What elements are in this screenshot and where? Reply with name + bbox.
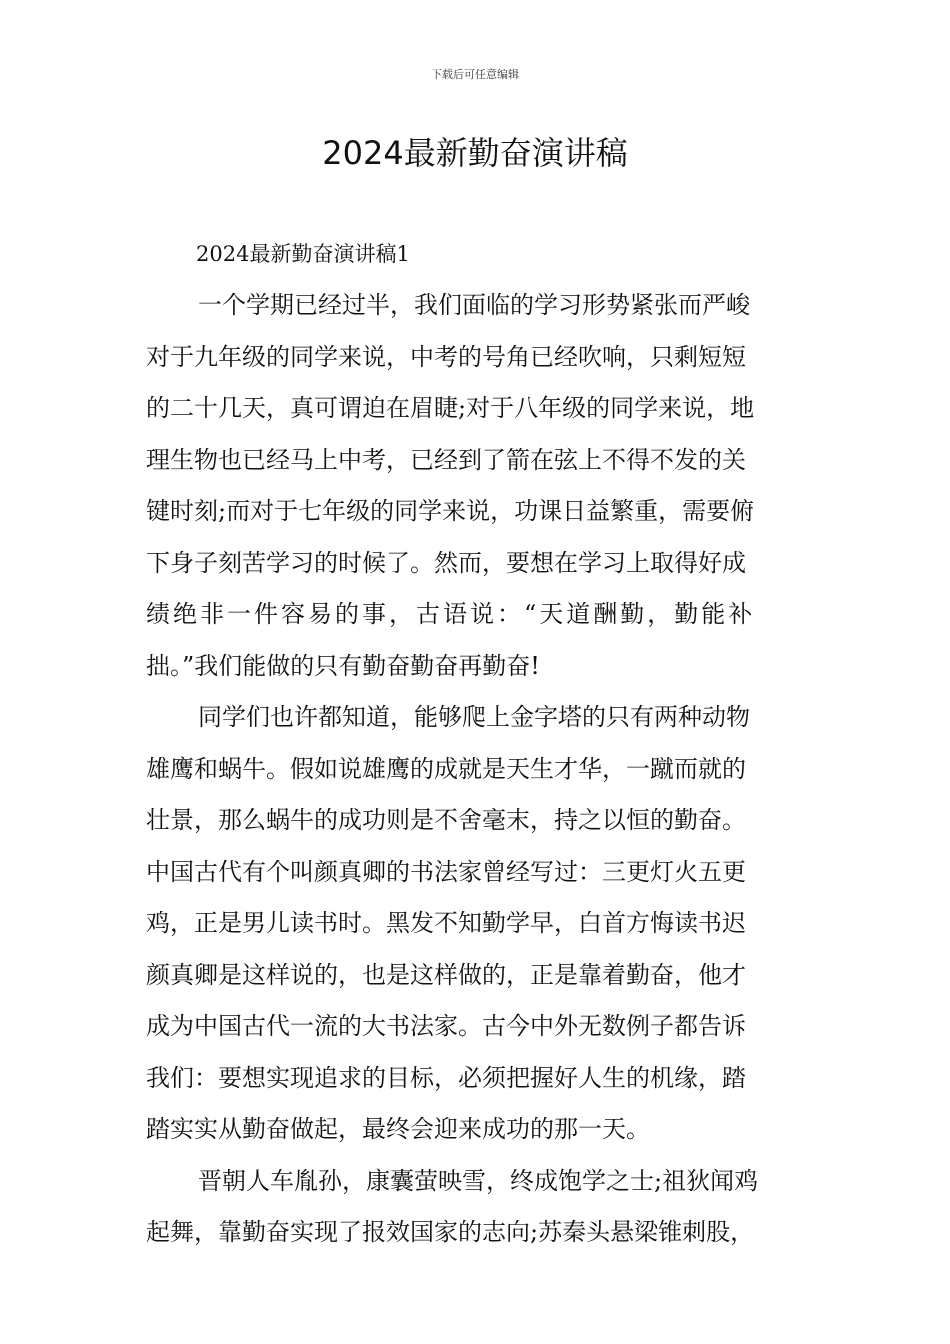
text-line: 雄鹰和蜗牛。假如说雄鹰的成就是天生才华，一蹴而就的 xyxy=(146,754,746,783)
document-title: 2024最新勤奋演讲稿 xyxy=(322,134,628,172)
text-line: 同学们也许都知道，能够爬上金字塔的只有两种动物 xyxy=(198,703,750,731)
paragraph-1 xyxy=(146,280,806,692)
text-line: 的二十几天，真可谓迫在眉睫;对于八年级的同学来说，地 xyxy=(146,394,755,422)
text-line: 鸡，正是男儿读书时。黑发不知勤学早，白首方悔读书迟 xyxy=(146,909,746,937)
text-line: 中国古代有个叫颜真卿的书法家曾经写过：三更灯火五更 xyxy=(146,857,746,886)
text-line: 理生物也已经马上中考，已经到了箭在弦上不得不发的关 xyxy=(146,445,746,474)
text-line: 下身子刻苦学习的时候了。然而，要想在学习上取得好成 xyxy=(146,548,746,577)
text-line: 起舞，靠勤奋实现了报效国家的志向;苏秦头悬梁锥刺股， xyxy=(146,1218,755,1246)
text-line: 一个学期已经过半，我们面临的学习形势紧张而严峻 xyxy=(198,291,750,319)
text-line: 绩绝非一件容易的事，古语说：“天道酬勤，勤能补 xyxy=(146,600,756,628)
text-line: 拙。”我们能做的只有勤奋勤奋再勤奋! xyxy=(146,651,540,680)
text-line: 晋朝人车胤孙，康囊萤映雪，终成饱学之士;祖狄闻鸡 xyxy=(198,1166,759,1195)
text-line: 键时刻;而对于七年级的同学来说，功课日益繁重，需要俯 xyxy=(146,497,755,525)
header-note: 下载后可任意编辑 xyxy=(431,68,519,81)
paragraph-2 xyxy=(146,692,806,1156)
text-line: 成为中国古代一流的大书法家。古今中外无数例子都告诉 xyxy=(146,1012,746,1040)
text-line: 颜真卿是这样说的，也是这样做的，正是靠着勤奋，他才 xyxy=(146,960,746,989)
text-line: 我们：要想实现追求的目标，必须把握好人生的机缘，踏 xyxy=(146,1063,746,1092)
text-line: 壮景，那么蜗牛的成功则是不舍毫末，持之以恒的勤奋。 xyxy=(146,806,746,834)
text-line: 踏实实从勤奋做起，最终会迎来成功的那一天。 xyxy=(146,1115,650,1143)
section-heading: 2024最新勤奋演讲稿1 xyxy=(196,242,410,266)
document-body xyxy=(146,228,806,1259)
paragraph-3 xyxy=(146,1156,806,1259)
text-line: 对于九年级的同学来说，中考的号角已经吹响，只剩短短 xyxy=(146,342,746,371)
